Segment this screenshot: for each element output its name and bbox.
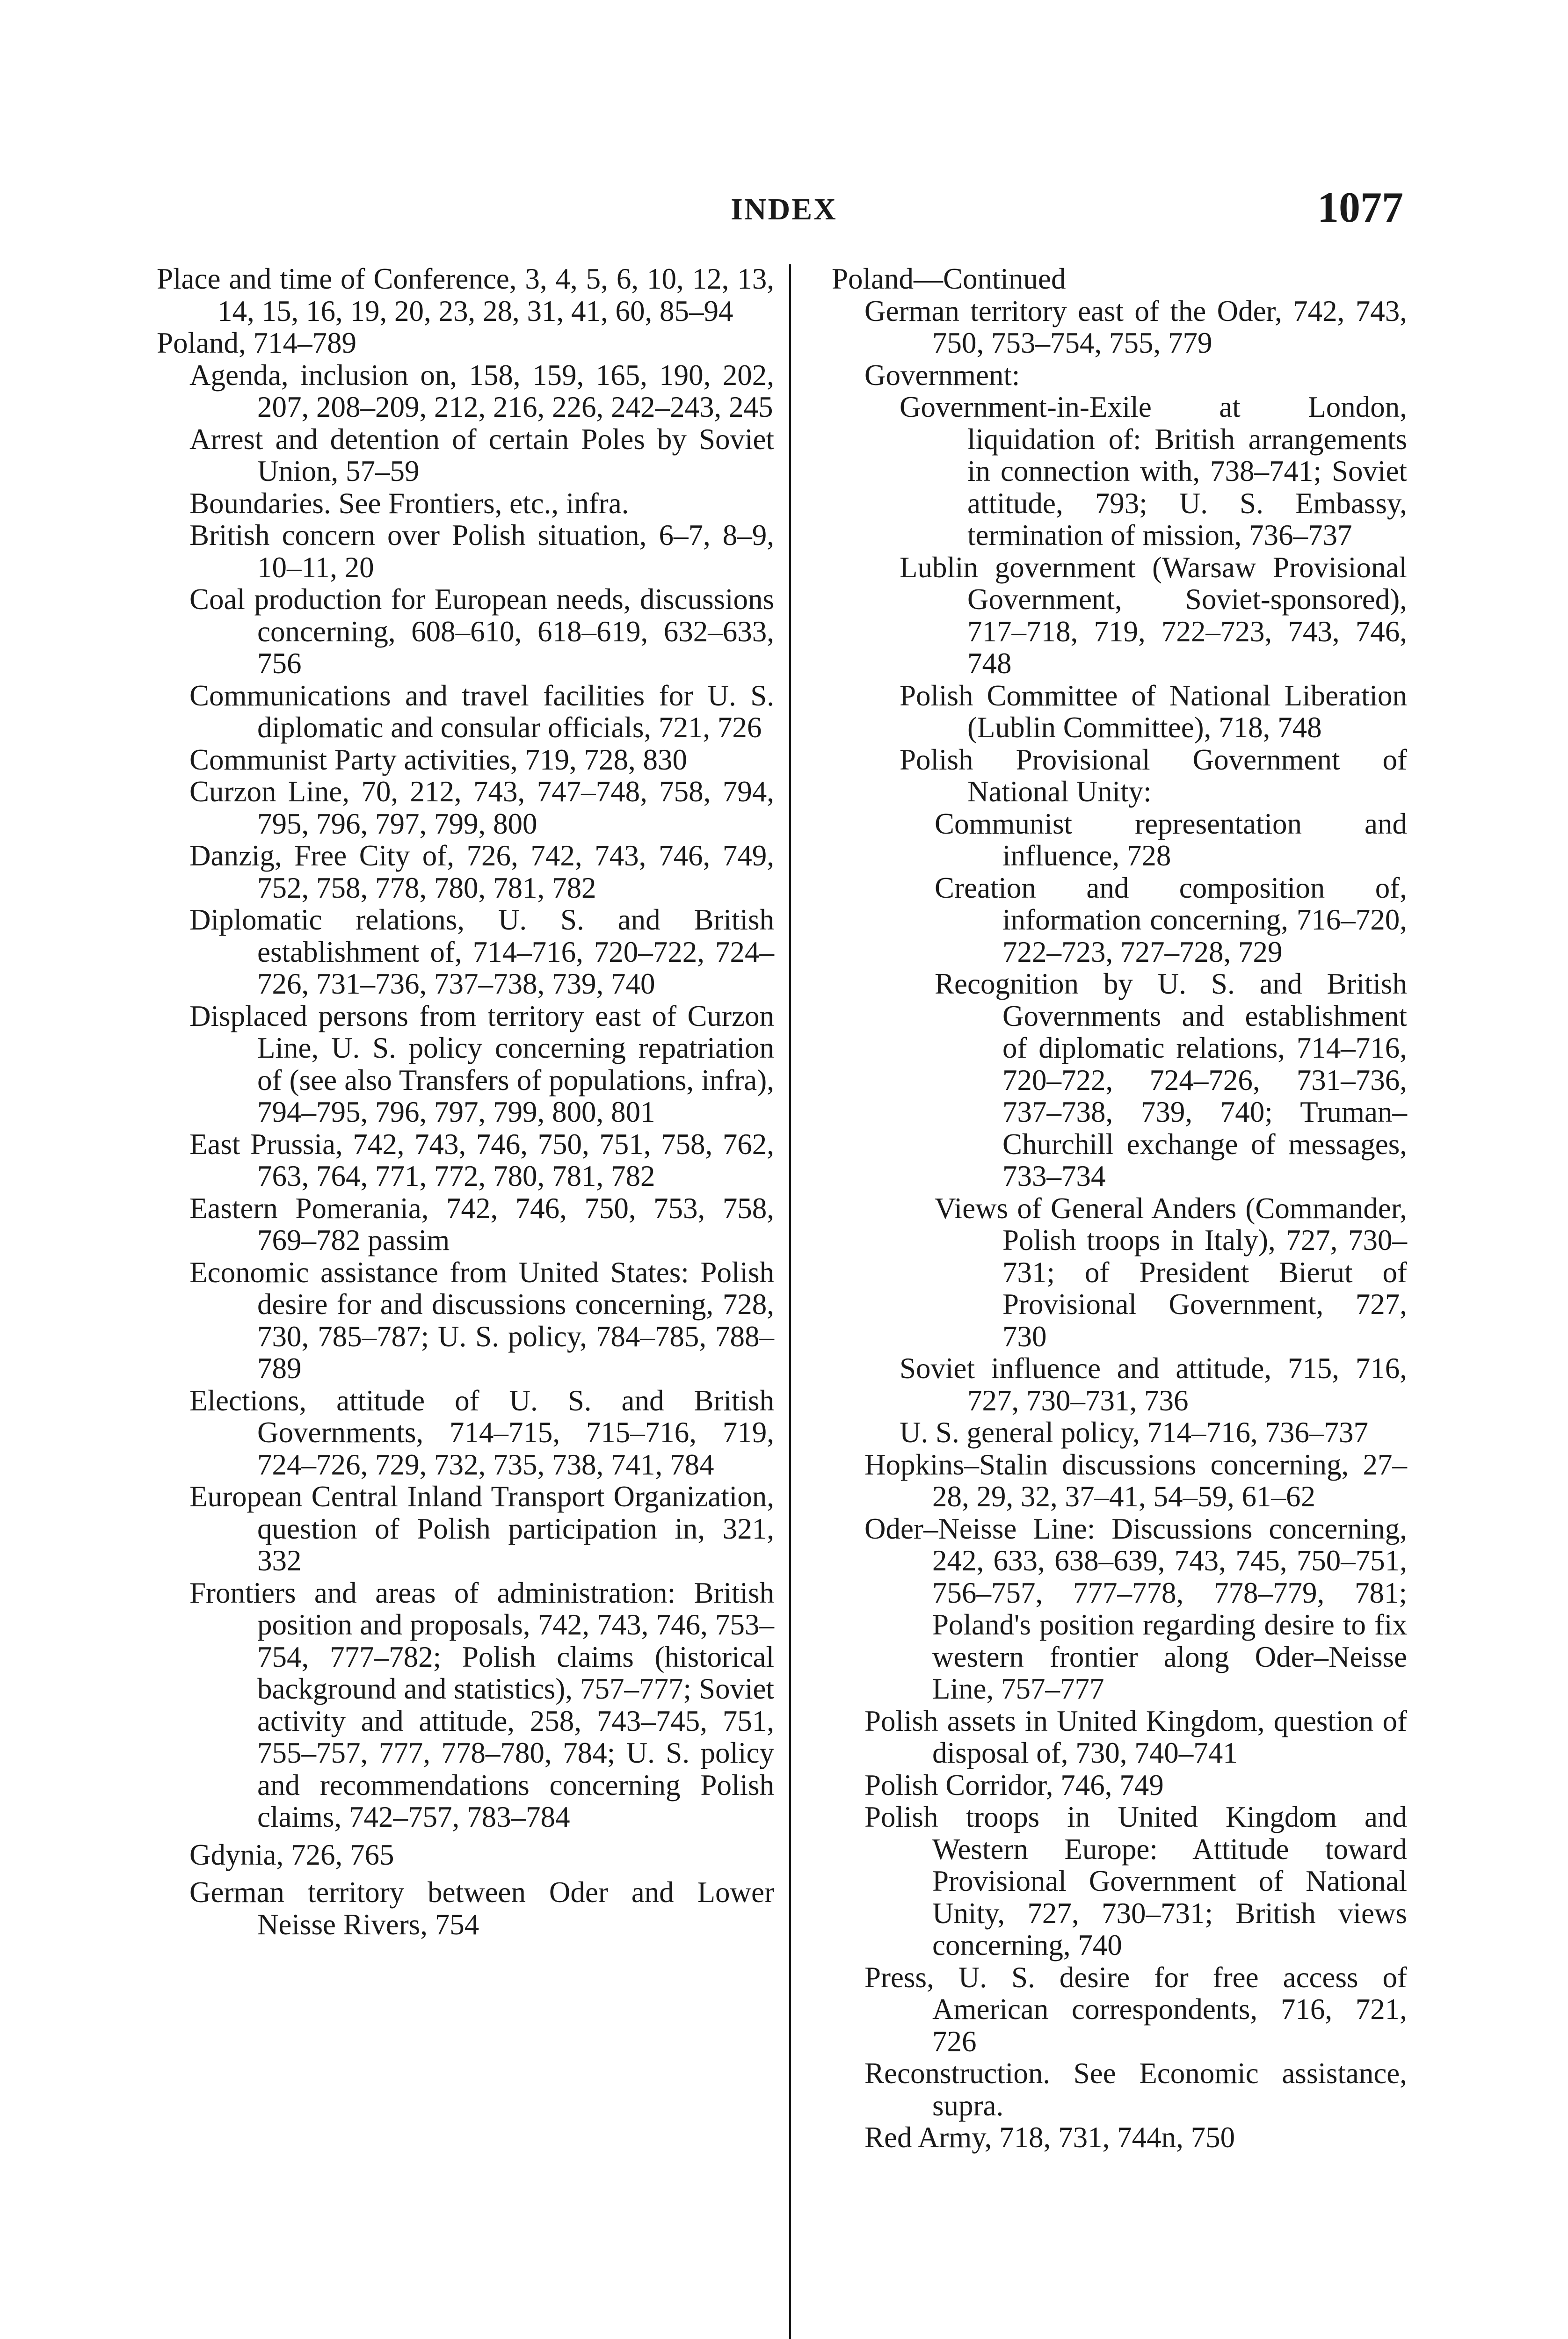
page-title: INDEX (731, 192, 837, 226)
index-entry: Polish troops in United Kingdom and Western Europe: Attitude toward Provisional Government of National Unity, 727, 730–731; British views concerning, 740 (864, 1801, 1407, 1961)
index-entry: Press, U. S. desire for free access of American correspondents, 716, 721, 726 (864, 1961, 1407, 2058)
index-entry: Lublin government (Warsaw Provisional Government, Soviet-sponsored), 717–718, 719, 722–723, 743, 746, 748 (900, 551, 1407, 680)
index-entry: Communist Party activities, 719, 728, 830 (189, 743, 687, 776)
index-entry: European Central Inland Transport Organization, question of Polish participation in, 321, 332 (189, 1480, 774, 1577)
index-entry: Government: (864, 358, 1020, 392)
index-entry: Communications and travel facilities for U. S. diplomatic and consular officials, 721, 726 (189, 679, 774, 744)
index-entry: German territory between Oder and Lower Neisse Rivers, 754 (189, 1876, 774, 1941)
index-entry: Polish Corridor, 746, 749 (864, 1768, 1164, 1801)
index-entry: Oder–Neisse Line: Discussions concerning, 242, 633, 638–639, 743, 745, 750–751, 756–757, 777–778, 778–779, 781; Poland's position regarding desire to fix western frontier along Oder–Neisse Line, 757–777 (864, 1512, 1407, 1705)
index-entry: Poland, 714–789 (157, 327, 357, 359)
index-entry: Soviet influence and attitude, 715, 716, 727, 730–731, 736 (900, 1352, 1407, 1417)
index-column-left (157, 263, 774, 1940)
index-entry: Red Army, 718, 731, 744n, 750 (864, 2121, 1235, 2154)
index-entry: Communist representation and influence, 728 (935, 807, 1407, 872)
index-entry: Polish Committee of National Liberation (Lublin Committee), 718, 748 (900, 679, 1407, 744)
index-entry: Poland—Continued (832, 262, 1066, 295)
index-entry: Place and time of Conference, 3, 4, 5, 6, 10, 12, 13, 14, 15, 16, 19, 20, 23, 28, 31, 41, 60, 85–94 (157, 262, 774, 327)
page-header (0, 182, 1568, 234)
index-entry: East Prussia, 742, 743, 746, 750, 751, 758, 762, 763, 764, 771, 772, 780, 781, 782 (189, 1127, 774, 1192)
index-entry: British concern over Polish situation, 6–7, 8–9, 10–11, 20 (189, 519, 774, 584)
index-entry: Diplomatic relations, U. S. and British establishment of, 714–716, 720–722, 724–726, 731–736, 737–738, 739, 740 (189, 903, 774, 1000)
index-entry: Creation and composition of, information concerning, 716–720, 722–723, 727–728, 729 (935, 871, 1407, 968)
index-entry: Boundaries. See Frontiers, etc., infra. (189, 487, 629, 520)
index-entry: Curzon Line, 70, 212, 743, 747–748, 758, 794, 795, 796, 797, 799, 800 (189, 775, 774, 840)
column-divider (789, 264, 791, 2339)
index-entry: Gdynia, 726, 765 (189, 1838, 394, 1871)
index-entry: Polish Provisional Government of National Unity: (900, 743, 1407, 808)
index-entry: U. S. general policy, 714–716, 736–737 (900, 1416, 1369, 1449)
index-entry: German territory east of the Oder, 742, 743, 750, 753–754, 755, 779 (864, 294, 1407, 359)
index-entry: Reconstruction. See Economic assistance, supra. (864, 2057, 1407, 2122)
page-number: 1077 (1317, 183, 1403, 231)
index-entry: Displaced persons from territory east of Curzon Line, U. S. policy concerning repatriation of (see also Transfers of populations, infra), 794–795, 796, 797, 799, 800, 801 (189, 999, 774, 1128)
index-entry: Views of General Anders (Commander, Polish troops in Italy), 727, 730–731; of President Bierut of Provisional Government, 727, 730 (935, 1191, 1407, 1353)
index-entry: Recognition by U. S. and British Governments and establishment of diplomatic relations, 714–716, 720–722, 724–726, 731–736, 737–738, 739, 740; Truman–Churchill exchange of messages, 733–734 (935, 967, 1407, 1192)
index-entry: Eastern Pomerania, 742, 746, 750, 753, 758, 769–782 passim (189, 1191, 774, 1257)
index-entry: Danzig, Free City of, 726, 742, 743, 746, 749, 752, 758, 778, 780, 781, 782 (189, 839, 774, 904)
index-column-right (832, 263, 1407, 2154)
index-entry: Economic assistance from United States: Polish desire for and discussions concerning, 728, 730, 785–787; U. S. policy, 784–785, 788–789 (189, 1256, 774, 1385)
index-entry: Frontiers and areas of administration: British position and proposals, 742, 743, 746, 753–754, 777–782; Polish claims (historical background and statistics), 757–777; Soviet activity and attitude, 258, 743–745, 751, 755–757, 777, 778–780, 784; U. S. policy and recommendations concerning Polish claims, 742–757, 783–784 (189, 1576, 774, 1833)
index-entry: Polish assets in United Kingdom, question of disposal of, 730, 740–741 (864, 1704, 1407, 1769)
index-entry: Coal production for European needs, discussions concerning, 608–610, 618–619, 632–633, 756 (189, 583, 774, 680)
index-entry: Agenda, inclusion on, 158, 159, 165, 190, 202, 207, 208–209, 212, 216, 226, 242–243, 245 (189, 358, 774, 423)
index-entry: Elections, attitude of U. S. and British Governments, 714–715, 715–716, 719, 724–726, 729, 732, 735, 738, 741, 784 (189, 1384, 774, 1481)
index-entry: Arrest and detention of certain Poles by Soviet Union, 57–59 (189, 422, 774, 487)
index-entry: Hopkins–Stalin discussions concerning, 27–28, 29, 32, 37–41, 54–59, 61–62 (864, 1448, 1407, 1513)
index-entry: Government-in-Exile at London, liquidation of: British arrangements in connection with, 738–741; Soviet attitude, 793; U. S. Embassy, termination of mission, 736–737 (900, 391, 1407, 552)
